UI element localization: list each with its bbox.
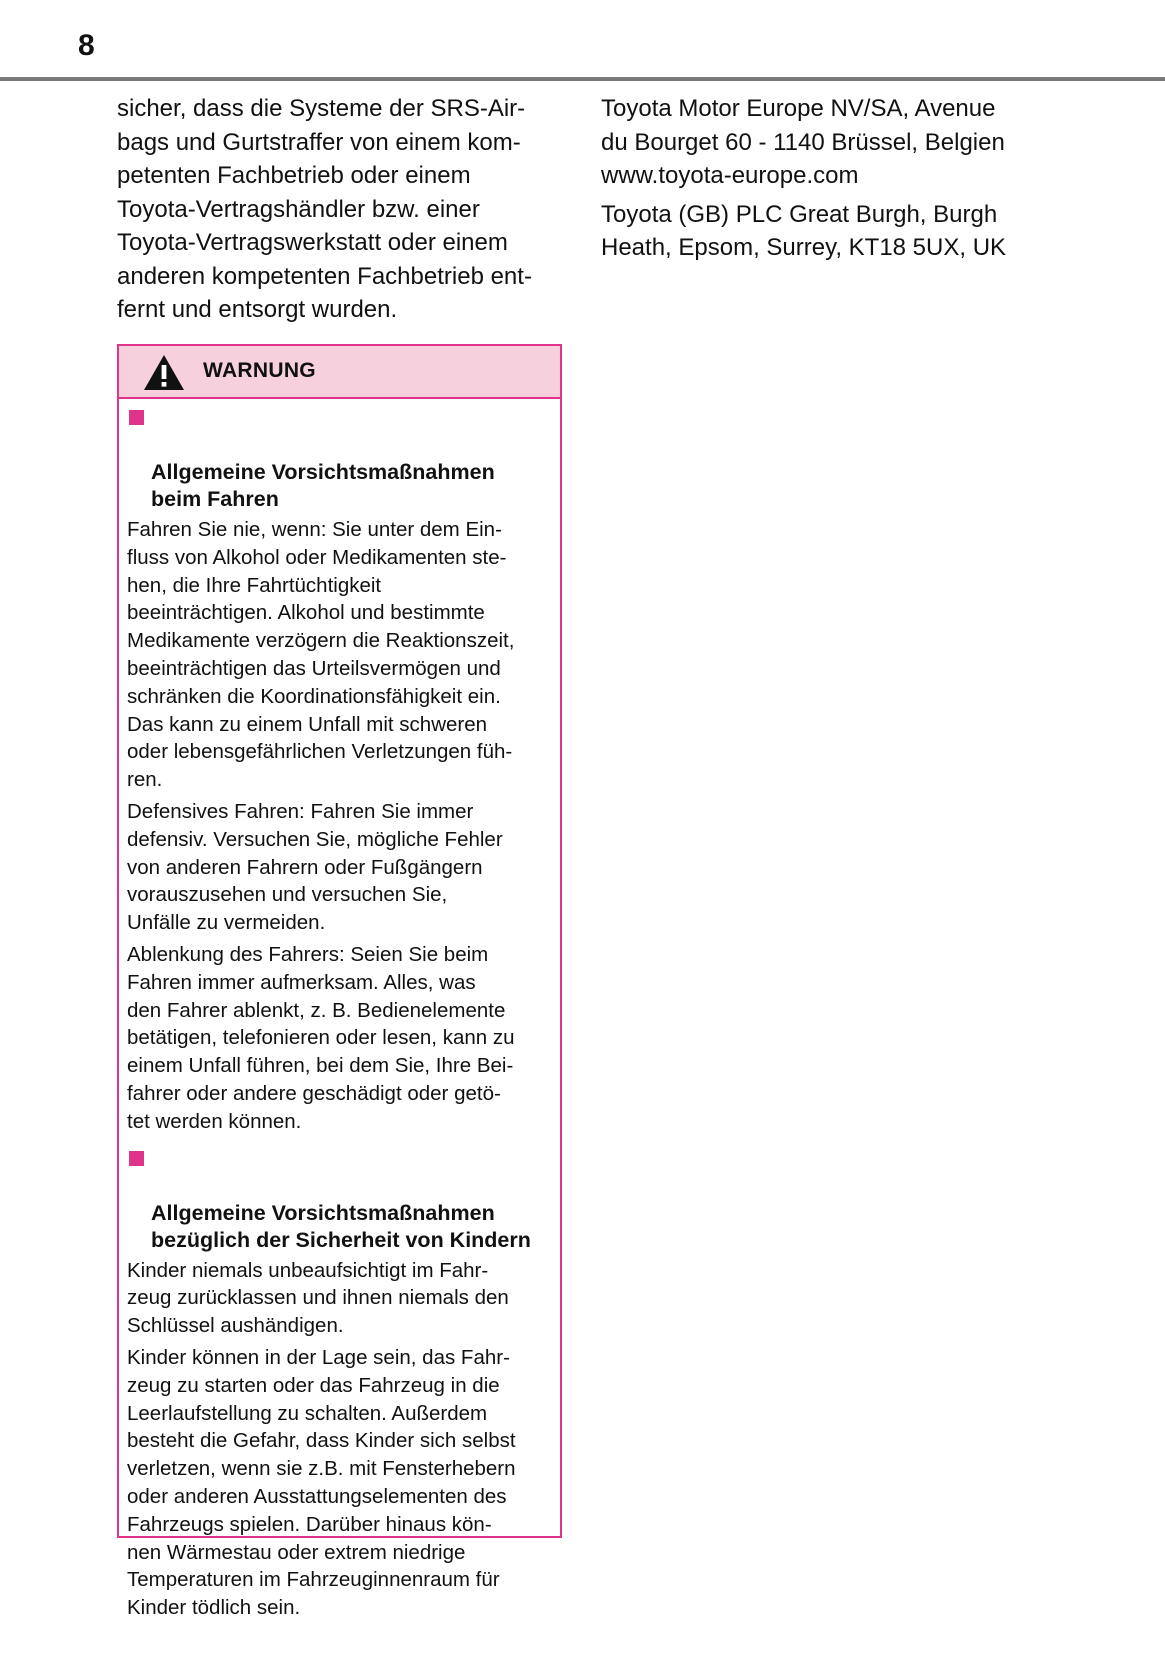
section-heading-children-text: Allgemeine Vorsichtsmaßnahmen bezüglich der Sicherheit von Kindern (151, 1200, 531, 1252)
address-toyota-europe: Toyota Motor Europe NV/SA, Avenue du Bourget 60 - 1140 Brüssel, Belgien www.toyota-europe.com (601, 95, 1005, 189)
intro-paragraph: sicher, dass die Systeme der SRS-Air- bags und Gurtstraffer von einem kom- petenten Fachbetrieb oder einem Toyota-Vertragshändler bzw. einer Toyota-Vertragswerkstatt oder einem anderen kompetenten Fachbetrieb ent- fernt und entsorgt wurden. (117, 95, 532, 323)
section-heading-driving (127, 405, 550, 513)
warning-title: WARNUNG (203, 359, 316, 382)
address-toyota-gb: Toyota (GB) PLC Great Burgh, Burgh Heath, Epsom, Surrey, KT18 5UX, UK (601, 200, 1007, 261)
header-rule (0, 77, 1165, 81)
left-column (117, 92, 573, 327)
paragraph-children-risks: Kinder können in der Lage sein, das Fahr- zeug zu starten oder das Fahrzeug in die Leerlaufstellung zu schalten. Außerdem besteht die Gefahr, dass Kinder sich selbst verletzen, wenn sie z.B. mit Fensterhebern oder anderen Ausstattungselementen des Fahrzeugs spielen. Darüber hinaus kön- nen Wärmestau oder extrem niedrige Temperaturen im Fahrzeuginnenraum für Kinder tödlich sein. (127, 1345, 516, 1620)
section-heading-children (127, 1146, 550, 1254)
paragraph-defensive-driving: Defensives Fahren: Fahren Sie immer defensiv. Versuchen Sie, mögliche Fehler von anderen Fahrern oder Fußgängern vorauszusehen und versuchen Sie, Unfälle zu vermeiden. (127, 799, 503, 935)
page-number: 8 (78, 29, 95, 62)
bullet-square-icon (129, 1151, 144, 1166)
paragraph-alcohol: Fahren Sie nie, wenn: Sie unter dem Ein- fluss von Alkohol oder Medikamenten ste- hen, die Ihre Fahrtüchtigkeit beeinträchtigen. Alkohol und bestimmte Medikamente verzögern die Reaktionszeit, beeinträchtigen das Urteilsvermögen und schränken die Koordinationsfähigkeit ein. Das kann zu einem Unfall mit schweren oder lebensgefährlichen Verletzungen füh- ren. (127, 518, 515, 792)
right-column (601, 92, 1061, 270)
paragraph-children-unattended: Kinder niemals unbeaufsichtigt im Fahr- zeug zurücklassen und ihnen niemals den Schlüssel aushändigen. (127, 1258, 509, 1338)
warning-box (117, 344, 562, 1620)
warning-triangle-icon (143, 354, 185, 391)
section-heading-driving-text: Allgemeine Vorsichtsmaßnahmen beim Fahren (151, 460, 495, 511)
bullet-square-icon (129, 410, 144, 425)
warning-body (119, 399, 560, 1622)
warning-header (119, 346, 560, 399)
paragraph-distraction: Ablenkung des Fahrers: Seien Sie beim Fahren immer aufmerksam. Alles, was den Fahrer ablenkt, z. B. Bedienelemente betätigen, telefonieren oder lesen, kann zu einem Unfall führen, bei dem Sie, Ihre Bei- fahrer oder andere geschädigt oder getö- tet werden können. (127, 942, 515, 1133)
